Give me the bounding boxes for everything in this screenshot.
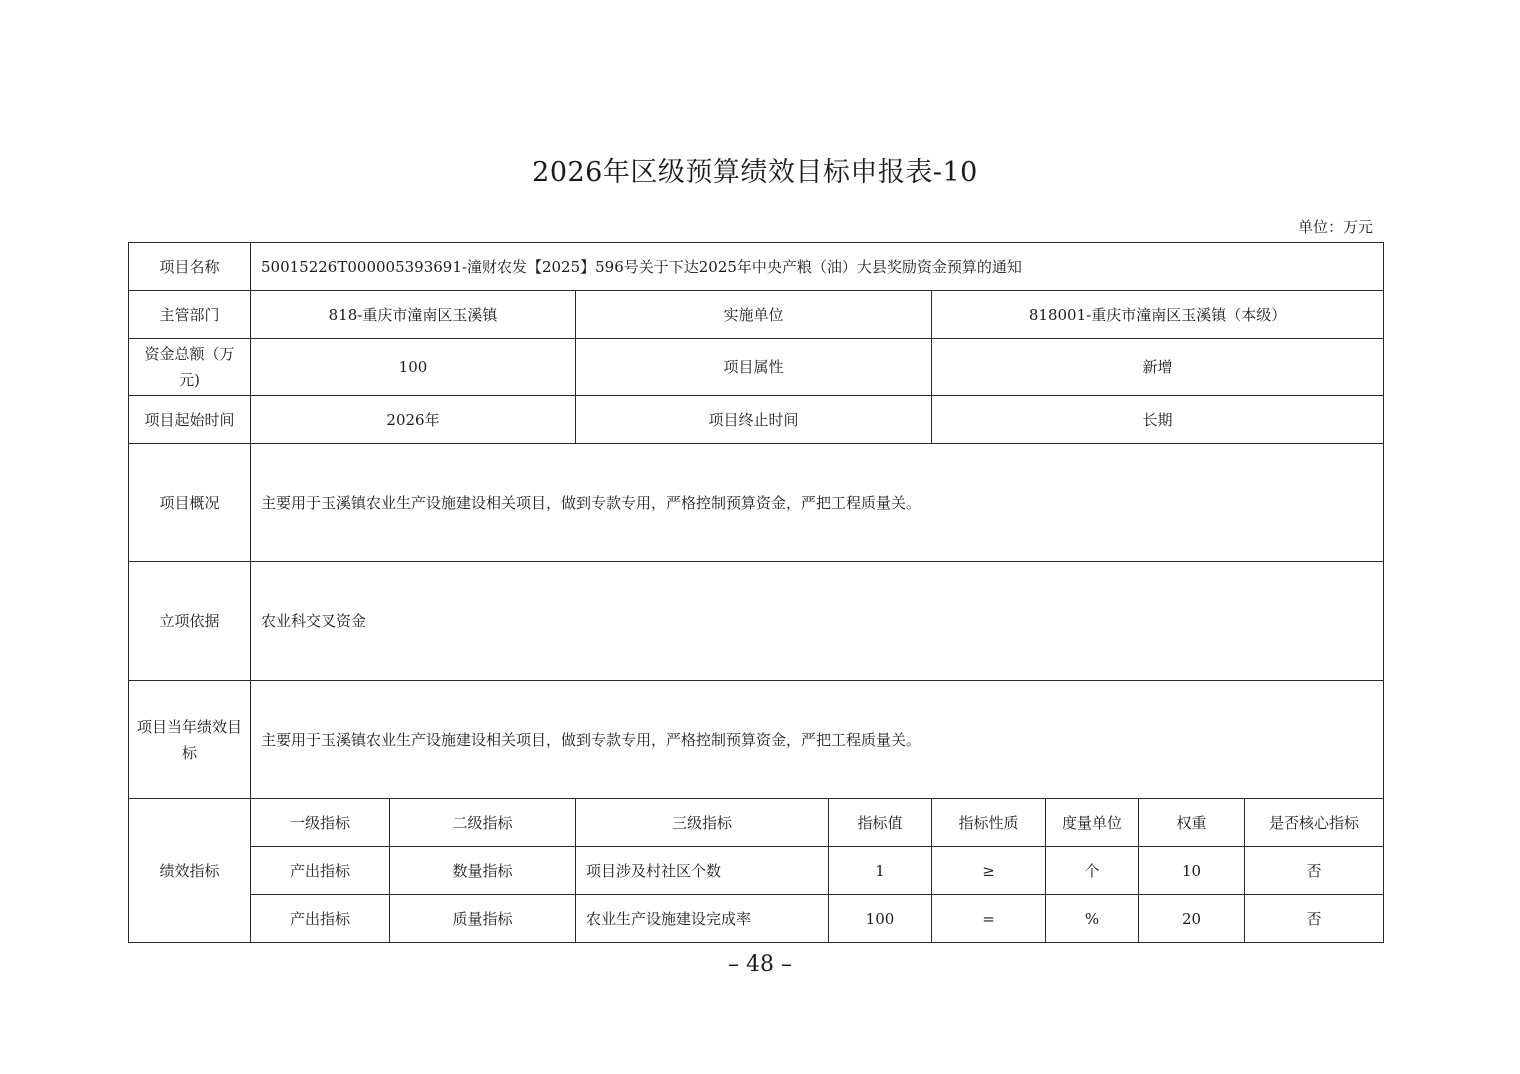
basis-value: 农业科交叉资金 [251,562,1384,681]
unit-label: 单位：万元 [1297,218,1373,236]
row-basis [129,562,1384,681]
table-row [129,847,1384,895]
document-title: 2026年区级预算绩效目标申报表-10 [532,157,978,188]
start-time-value: 2026年 [251,396,576,444]
funding-label: 资金总额（万元) [129,339,251,396]
indicator-level2: 质量指标 [390,895,576,943]
indicator-nature: = [932,895,1046,943]
start-time-label: 项目起始时间 [129,396,251,444]
table-row [129,895,1384,943]
indicator-value: 1 [829,847,932,895]
indicator-weight: 20 [1139,895,1245,943]
indicator-weight: 10 [1139,847,1245,895]
implementer-label: 实施单位 [576,291,932,339]
header-unit: 度量单位 [1046,799,1139,847]
department-value: 818-重庆市潼南区玉溪镇 [251,291,576,339]
row-time [129,396,1384,444]
indicator-level1: 产出指标 [251,847,390,895]
goal-label: 项目当年绩效目标 [129,681,251,799]
header-value: 指标值 [829,799,932,847]
indicators-label: 绩效指标 [129,799,251,943]
department-label: 主管部门 [129,291,251,339]
indicator-value: 100 [829,895,932,943]
goal-value: 主要用于玉溪镇农业生产设施建设相关项目，做到专款专用，严格控制预算资金，严把工程质量关。 [251,681,1384,799]
page-number: – 48 – [728,952,792,977]
header-nature: 指标性质 [932,799,1046,847]
end-time-label: 项目终止时间 [576,396,932,444]
row-department [129,291,1384,339]
row-goal [129,681,1384,799]
indicator-level3: 农业生产设施建设完成率 [576,895,829,943]
implementer-value: 818001-重庆市潼南区玉溪镇（本级） [932,291,1384,339]
header-weight: 权重 [1139,799,1245,847]
row-funding [129,339,1384,396]
indicator-unit: % [1046,895,1139,943]
indicator-core: 否 [1245,895,1384,943]
attribute-label: 项目属性 [576,339,932,396]
header-core: 是否核心指标 [1245,799,1384,847]
indicator-unit: 个 [1046,847,1139,895]
header-level3: 三级指标 [576,799,829,847]
budget-performance-table [128,242,1384,943]
end-time-value: 长期 [932,396,1384,444]
overview-label: 项目概况 [129,444,251,562]
overview-value: 主要用于玉溪镇农业生产设施建设相关项目，做到专款专用，严格控制预算资金，严把工程质量关。 [251,444,1384,562]
funding-value: 100 [251,339,576,396]
indicator-nature: ≥ [932,847,1046,895]
indicator-level3: 项目涉及村社区个数 [576,847,829,895]
row-overview [129,444,1384,562]
project-name-value: 50015226T000005393691-潼财农发【2025】596号关于下达2025年中央产粮（油）大县奖励资金预算的通知 [251,243,1384,291]
row-project-name [129,243,1384,291]
indicator-core: 否 [1245,847,1384,895]
indicator-level1: 产出指标 [251,895,390,943]
attribute-value: 新增 [932,339,1384,396]
indicator-header-row [129,799,1384,847]
indicator-level2: 数量指标 [390,847,576,895]
project-name-label: 项目名称 [129,243,251,291]
header-level2: 二级指标 [390,799,576,847]
header-level1: 一级指标 [251,799,390,847]
basis-label: 立项依据 [129,562,251,681]
